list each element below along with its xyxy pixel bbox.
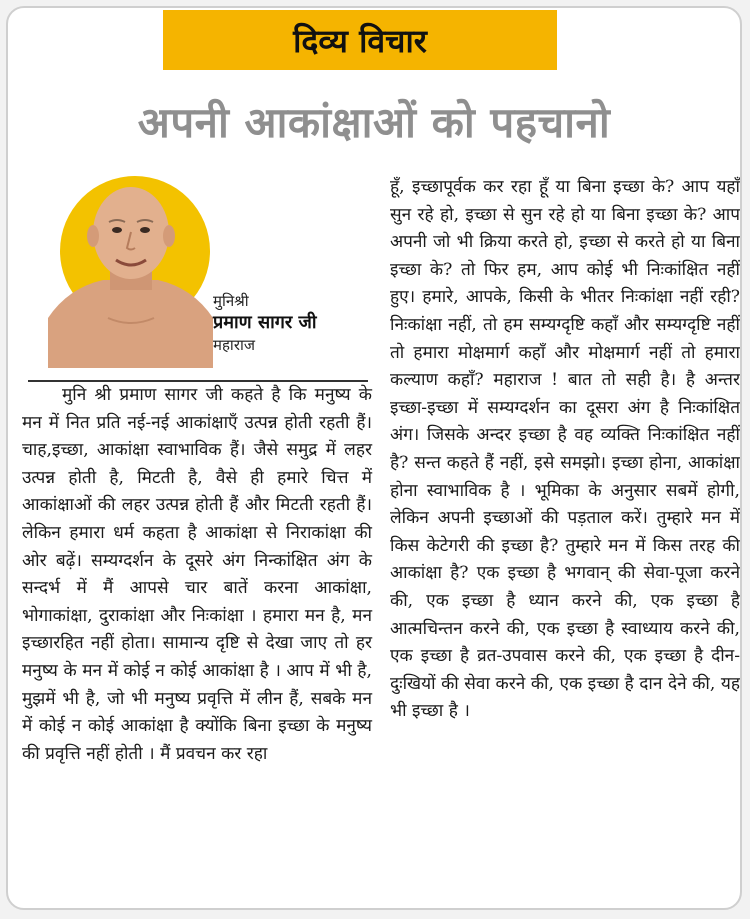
- newspaper-clipping: [6, 6, 742, 910]
- portrait-illustration: [48, 168, 213, 368]
- author-photo: [48, 168, 213, 368]
- author-suffix: महाराज: [213, 336, 255, 354]
- article-column-left: [22, 382, 372, 768]
- article-column-right: [390, 174, 740, 726]
- headline: अपनी आकांक्षाओं को पहचानो: [137, 98, 611, 147]
- author-name: प्रमाण सागर जी: [213, 312, 317, 333]
- section-title: दिव्य विचार: [293, 21, 427, 60]
- section-banner: [163, 10, 557, 70]
- author-prefix: मुनिश्री: [213, 292, 249, 310]
- author-credit: [213, 290, 317, 356]
- article-text-right: हूँ, इच्छापूर्वक कर रहा हूँ या बिना इच्छा के? आप यहाँ सुन रहे हो, इच्छा से सुन रहे हो या बिना इच्छा के? आप अपनी जो भी क्रिया करते हो, इच्छा से करते हो या बिना इच्छा के? तो फिर हम, आप कोई भी निःकांक्षित नहीं हुए। हमारे, आपके, किसी के भीतर निःकांक्षा नहीं रही? निःकांक्षा नहीं, तो हम सम्यग्दृष्टि कहाँ और सम्यग्दृष्टि नहीं तो हमारा मोक्षमार्ग कहाँ और मोक्षमार्ग नहीं तो हमारा कल्याण कहाँ? महाराज ! बात तो सही है। है अन्तर इच्छा-इच्छा में सम्यग्दर्शन का दूसरा अंग है निःकांक्षित अंग। जिसके अन्दर इच्छा है वह व्यक्ति निःकांक्षित नहीं है? सन्त कहते हैं नहीं, इसे समझो। इच्छा होना, आकांक्षा होना स्वाभाविक है । भूमिका के अनुसार सबमें होगी, लेकिन अपनी इच्छाओं की पड़ताल करें। तुम्हारे मन में किस केटेगरी की इच्छा है? तुम्हारे मन में किस तरह की आकांक्षा है? एक इच्छा है भगवान् की सेवा-पूजा करने की, एक इच्छा है ध्यान करने की, एक इच्छा है आत्मचिन्तन करने की, एक इच्छा है स्वाध्याय करने की, एक इच्छा है व्रत-उपवास करने की, एक इच्छा है दीन-दुःखियों की सेवा करने की, एक इच्छा है दान देने की, यह भी इच्छा है ।: [390, 177, 740, 722]
- article-text-left: मुनि श्री प्रमाण सागर जी कहते है कि मनुष्य के मन में नित प्रति नई-नई आकांक्षाएँ उत्पन्न होती रहती हैं। चाह,इच्छा, आकांक्षा स्वाभाविक हैं। जैसे समुद्र में लहर उत्पन्न होती है, मिटती है, वैसे ही हमारे चित्त में आकांक्षाओं की लहर उत्पन्न होती हैं और मिटती रहती हैं। लेकिन हमारा धर्म कहता है आकांक्षा से निराकांक्षा की ओर बढ़ें। सम्यग्दर्शन के दूसरे अंग निन्कांक्षित अंग के सन्दर्भ में मैं आपसे चार बातें करना आकांक्षा, भोगाकांक्षा, दुराकांक्षा और निःकांक्षा । हमारा मन है, मन इच्छारहित नहीं होता। सामान्य दृष्टि से देखा जाए तो हर मनुष्य के मन में कोई न कोई आकांक्षा है । आप में भी है, मुझमें भी है, जो भी मनुष्य प्रवृत्ति में लीन हैं, सबके मन में कोई न कोई आकांक्षा है क्योंकि बिना इच्छा के मनुष्य की प्रवृत्ति नहीं होती । मैं प्रवचन कर रहा: [22, 385, 372, 764]
